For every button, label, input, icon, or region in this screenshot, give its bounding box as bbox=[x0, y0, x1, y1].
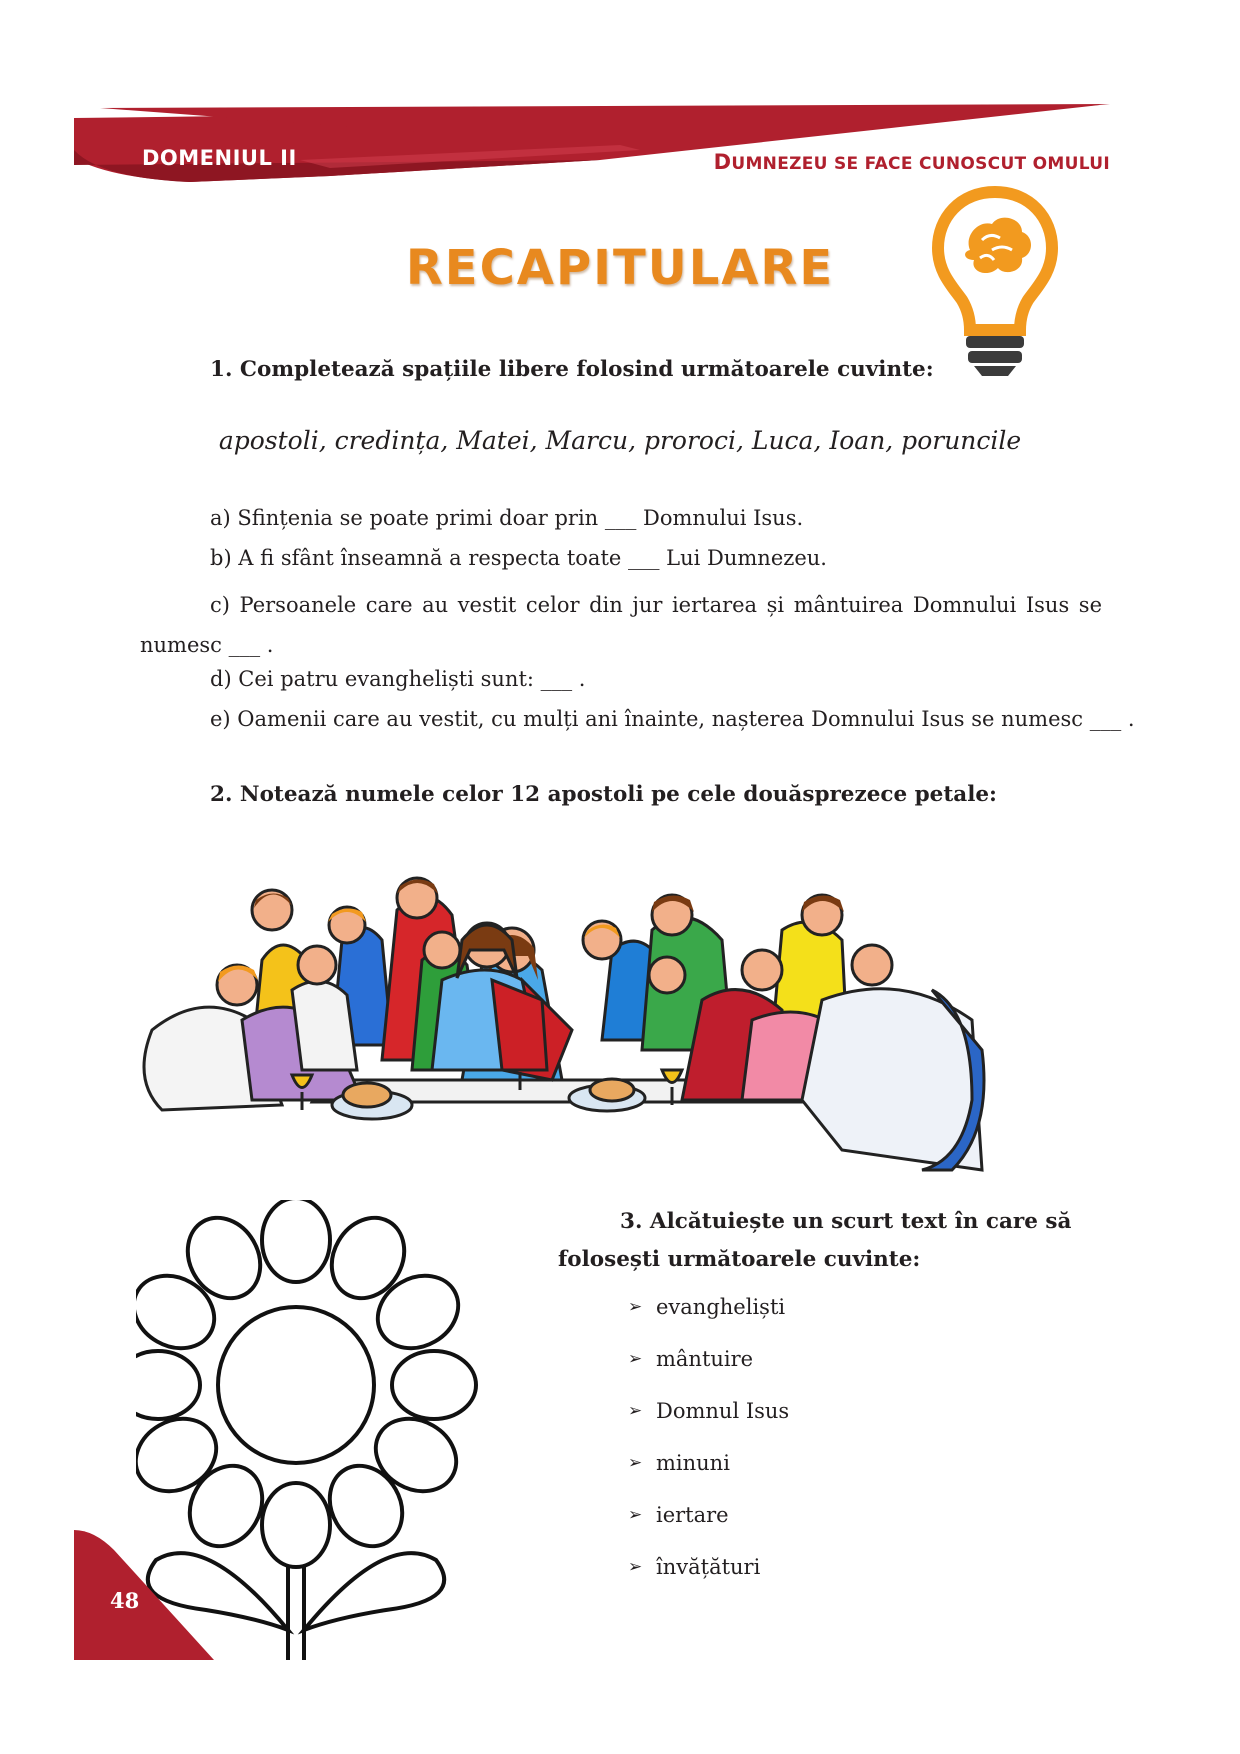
list-item bbox=[628, 1437, 789, 1489]
list-item bbox=[628, 1489, 789, 1541]
arrow-bullet-icon: ➢ bbox=[628, 1349, 643, 1369]
chapter-title-initial: D bbox=[713, 150, 732, 174]
sentence-a: a) Sfințenia se poate primi doar prin ___ Domnului Isus. bbox=[210, 506, 804, 530]
lightbulb-brain-icon bbox=[930, 180, 1060, 380]
arrow-bullet-icon: ➢ bbox=[628, 1505, 643, 1525]
list-item-label: învățături bbox=[656, 1555, 761, 1579]
exercise2-instruction: 2. Notează numele celor 12 apostoli pe cele douăsprezece petale: bbox=[210, 782, 997, 807]
section-label: DOMENIUL II bbox=[142, 146, 297, 170]
exercise3-instruction: 3. Alcătuiește un scurt text în care să folosești următoarele cuvinte: bbox=[558, 1209, 1072, 1272]
arrow-bullet-icon: ➢ bbox=[628, 1453, 643, 1473]
chapter-title bbox=[714, 150, 1110, 174]
list-item-label: mântuire bbox=[656, 1347, 754, 1371]
exercise3-word-list bbox=[628, 1281, 789, 1593]
list-item-label: minuni bbox=[656, 1451, 730, 1475]
sentence-e: e) Oamenii care au vestit, cu mulți ani înainte, nașterea Domnului Isus se numesc ___ . bbox=[210, 707, 1135, 731]
page-title: RECAPITULARE bbox=[405, 240, 835, 296]
sentence-c: c) Persoanele care au vestit celor din jur iertarea și mântuirea Domnului Isus se numesc ___ . bbox=[140, 593, 1102, 657]
sentence-d: d) Cei patru evangheliști sunt: ___ . bbox=[210, 667, 586, 691]
list-item-label: iertare bbox=[656, 1503, 729, 1527]
arrow-bullet-icon: ➢ bbox=[628, 1297, 643, 1317]
list-item-label: evangheliști bbox=[656, 1295, 786, 1319]
page-number: 48 bbox=[110, 1588, 140, 1613]
chapter-title-rest: UMNEZEU SE FACE CUNOSCUT OMULUI bbox=[731, 154, 1110, 174]
exercise1-instruction: 1. Completează spațiile libere folosind următoarele cuvinte: bbox=[210, 357, 934, 382]
list-item-label: Domnul Isus bbox=[656, 1399, 790, 1423]
list-item bbox=[628, 1333, 789, 1385]
page-corner-tab bbox=[74, 1530, 214, 1660]
arrow-bullet-icon: ➢ bbox=[628, 1557, 643, 1577]
arrow-bullet-icon: ➢ bbox=[628, 1401, 643, 1421]
list-item bbox=[628, 1281, 789, 1333]
exercise1-word-bank: apostoli, credința, Matei, Marcu, proroci, Luca, Ioan, poruncile bbox=[218, 426, 1022, 455]
list-item bbox=[628, 1385, 789, 1437]
sentence-b: b) A fi sfânt înseamnă a respecta toate ___ Lui Dumnezeu. bbox=[210, 546, 827, 570]
last-supper-illustration bbox=[142, 870, 1102, 1200]
list-item bbox=[628, 1541, 789, 1593]
